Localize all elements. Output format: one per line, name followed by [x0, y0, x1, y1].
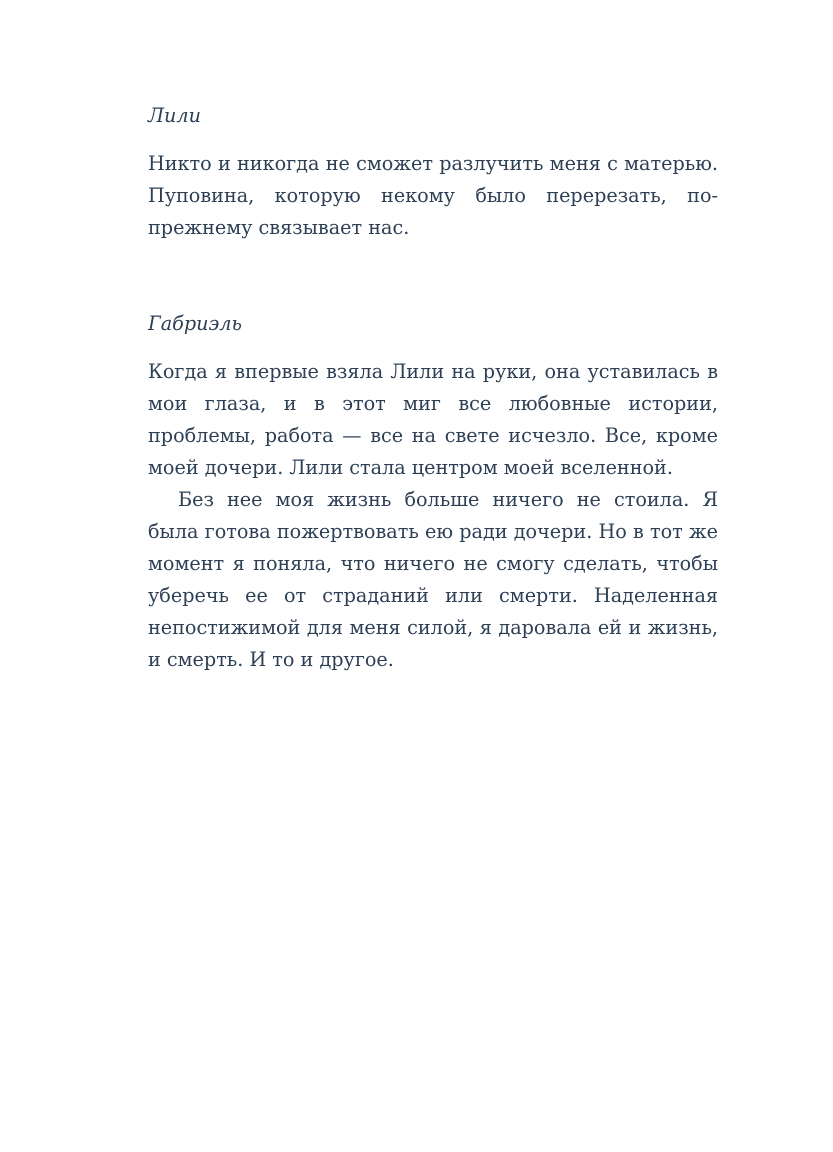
paragraph: Никто и никогда не сможет разлучить меня с матерью. Пуповина, которую некому было перерезать, по-прежнему связывает нас.	[148, 152, 718, 239]
section-gabrielle	[148, 308, 718, 676]
section-lily	[148, 100, 718, 244]
paragraph: Когда я впервые взяла Лили на руки, она уставилась в мои глаза, и в этот миг все любовные истории, проблемы, работа — все на свете исчезло. Все, кроме моей дочери. Лили стала центром моей вселенной.	[148, 360, 718, 479]
speaker-name: Лили	[148, 104, 201, 127]
paragraph: Без нее моя жизнь больше ничего не стоила. Я была готова пожертвовать ею ради дочери. Но в тот же момент я поняла, что ничего не смогу сделать, чтобы уберечь ее от страданий или смерти. Наделенная непостижимой для меня силой, я даровала ей и жизнь, и смерть. И то и другое.	[148, 488, 718, 671]
speaker-name: Габриэль	[148, 312, 242, 335]
